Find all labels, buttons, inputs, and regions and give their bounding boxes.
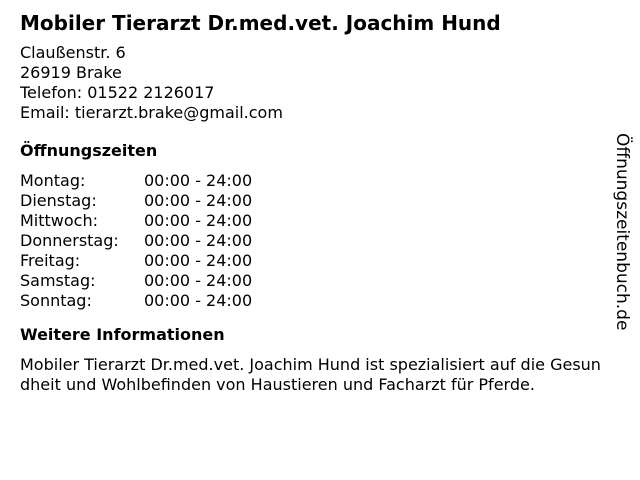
address-block (20, 43, 610, 123)
watermark-text: Öffnungszeitenbuch.de (612, 133, 632, 331)
address-city: 26919 Brake (20, 63, 122, 82)
opening-hours-table (20, 171, 610, 311)
opening-hours-heading: Öffnungszeiten (20, 141, 158, 160)
hours-row-saturday (20, 271, 610, 291)
phone-number: Telefon: 01522 2126017 (20, 83, 215, 102)
time-range: 00:00 - 24:00 (144, 271, 253, 290)
hours-row-monday (20, 171, 610, 191)
hours-row-wednesday (20, 211, 610, 231)
day-label: Sonntag: (20, 291, 92, 310)
hours-row-sunday (20, 291, 610, 311)
hours-row-thursday (20, 231, 610, 251)
more-info-text: Mobiler Tierarzt Dr.med.vet. Joachim Hund ist spezialisiert auf die Gesundheit und Wohlbefinden von Haustieren und Facharzt für Pferde. (20, 355, 601, 394)
time-range: 00:00 - 24:00 (144, 251, 253, 270)
address-street: Claußenstr. 6 (20, 43, 126, 62)
day-label: Dienstag: (20, 191, 97, 210)
email-address: Email: tierarzt.brake@gmail.com (20, 103, 283, 122)
time-range: 00:00 - 24:00 (144, 211, 253, 230)
time-range: 00:00 - 24:00 (144, 291, 253, 310)
day-label: Freitag: (20, 251, 81, 270)
time-range: 00:00 - 24:00 (144, 171, 253, 190)
day-label: Montag: (20, 171, 86, 190)
day-label: Samstag: (20, 271, 96, 290)
more-info-heading: Weitere Informationen (20, 325, 225, 344)
hours-row-tuesday (20, 191, 610, 211)
time-range: 00:00 - 24:00 (144, 231, 253, 250)
day-label: Mittwoch: (20, 211, 98, 230)
day-label: Donnerstag: (20, 231, 119, 250)
hours-row-friday (20, 251, 610, 271)
business-card (20, 11, 610, 395)
time-range: 00:00 - 24:00 (144, 191, 253, 210)
page-title: Mobiler Tierarzt Dr.med.vet. Joachim Hund (20, 11, 501, 35)
